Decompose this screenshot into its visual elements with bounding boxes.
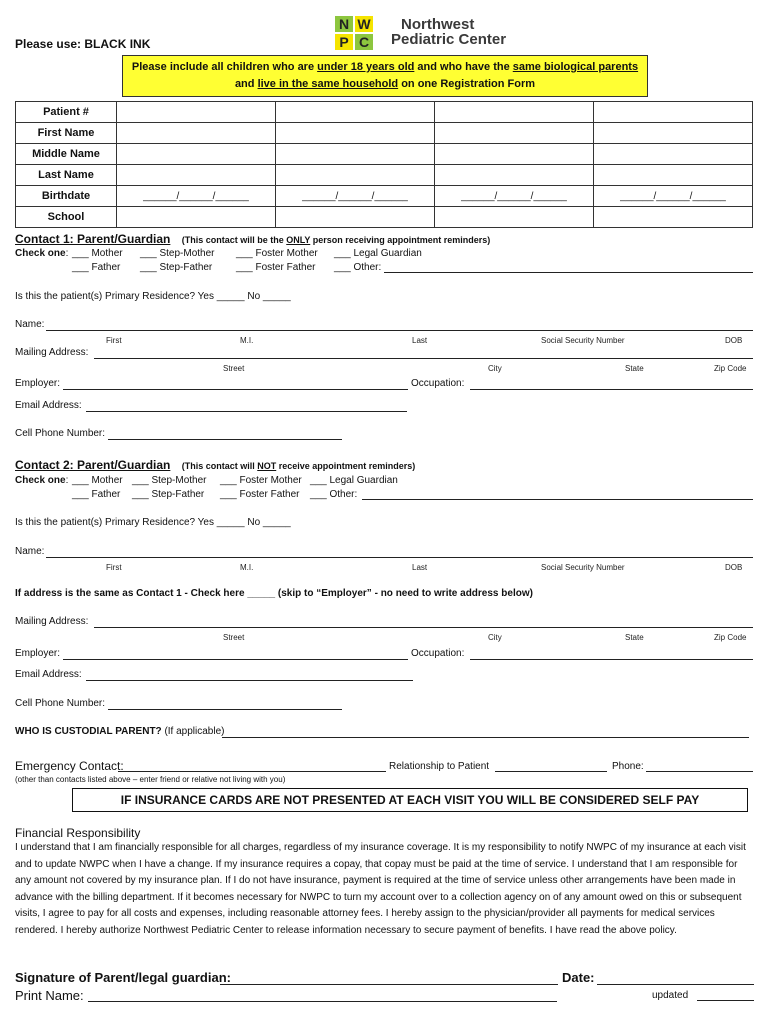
registration-notice: Please include all children who are under 18 years old and who have the same biological parents and live in the same household on one Registration Form [122, 55, 648, 97]
financial-text: I understand that I am financially responsible for all charges, regardless of my insurance coverage. It is my responsibility to notify NWPC of my insurance at each visit and to update NWPC when I have a change. If my insurance requires a copay, that copay must be paid at the time of service. I understand that I am responsible for any amount not covered by my insurance plan. If I do not have insurance, payment is required at the time of service unless other arrangements have been made in advance with the billing department. If it becomes necessary for NWPC to turn my account over to a collection agency on of any amount owed on this or subsequent visits, I agree to pay for all costs and expenses, including reasonable attorney fees. I hereby assign to the physician/provider all payments for medical services rendered. I hereby authorize Northwest Pediatric Center to release information necessary to secure payment of benefits. I have read the above policy. [15, 842, 746, 936]
nwpc-logo [333, 16, 523, 50]
updated-line [697, 1000, 754, 1001]
contact2-email-line[interactable] [86, 680, 413, 681]
contact2-rel-other[interactable]: ___ Other: [310, 489, 358, 500]
contact1-employer-line[interactable] [63, 389, 408, 390]
contact2-same-address[interactable]: If address is the same as Contact 1 - Check here _____ (skip to “Employer” - no need to write address below) [15, 588, 533, 599]
patient-row-label: School [16, 207, 117, 228]
cap2-first: First [106, 563, 122, 572]
contact1-occupation-label: Occupation: [411, 378, 465, 389]
svg-text:W: W [357, 16, 371, 32]
cap2-mi: M.I. [240, 563, 254, 572]
org-name-line2: Pediatric Center [391, 31, 507, 48]
patient-row-label: Patient # [16, 102, 117, 123]
emergency-note: (other than contacts listed above – enter friend or relative not living with you) [15, 775, 286, 784]
org-name-line1: Northwest [401, 16, 475, 33]
cap-first: First [106, 336, 122, 345]
emergency-label: Emergency Contact: [15, 759, 124, 773]
contact2-name-label: Name: [15, 546, 45, 557]
patient-cell[interactable] [594, 123, 753, 144]
contact1-cell-label: Cell Phone Number: [15, 428, 106, 439]
patient-cell[interactable] [435, 207, 594, 228]
custodial-line[interactable] [222, 737, 749, 738]
patient-row [16, 102, 753, 123]
contact1-rel-stepfather[interactable]: ___ Step-Father [140, 262, 213, 273]
contact2-rel-fostermother[interactable]: ___ Foster Mother [220, 475, 302, 486]
contact2-rel-father[interactable]: ___ Father [72, 489, 121, 500]
patient-cell[interactable] [435, 144, 594, 165]
patient-cell[interactable] [276, 102, 435, 123]
signature-line[interactable] [220, 984, 558, 985]
contact2-title: Contact 2: Parent/Guardian [15, 458, 171, 472]
contact1-residence[interactable]: Is this the patient(s) Primary Residence? Yes _____ No _____ [15, 291, 291, 302]
contact2-rel-stepfather[interactable]: ___ Step-Father [132, 489, 205, 500]
contact2-section: Contact 2: Parent/Guardian (This contact will NOT receive appointment reminders) [15, 458, 416, 472]
patient-cell[interactable] [276, 123, 435, 144]
cap-last: Last [412, 336, 428, 345]
cap-city: City [488, 364, 502, 373]
cap2-zip: Zip Code [714, 633, 747, 642]
cap-street: Street [223, 364, 245, 373]
print-name-label: Print Name: [15, 988, 84, 1003]
patient-cell[interactable] [594, 144, 753, 165]
patient-row [16, 144, 753, 165]
patient-cell[interactable]: ______/______/______ [276, 186, 435, 207]
contact1-rel-other[interactable]: ___ Other: [334, 262, 382, 273]
signature-label: Signature of Parent/legal guardian: [15, 970, 231, 985]
contact2-mailing-label: Mailing Address: [15, 616, 89, 627]
contact2-employer-label: Employer: [15, 648, 61, 659]
cap-dob: DOB [725, 336, 743, 345]
patient-cell[interactable] [594, 102, 753, 123]
patient-row [16, 186, 753, 207]
cap-state: State [625, 364, 644, 373]
contact2-cell-line[interactable] [108, 709, 342, 710]
contact1-rel-fosterfather[interactable]: ___ Foster Father [236, 262, 316, 273]
patient-cell[interactable] [117, 144, 276, 165]
cap2-dob: DOB [725, 563, 743, 572]
cap2-street: Street [223, 633, 245, 642]
contact1-rel-guardian[interactable]: ___ Legal Guardian [334, 248, 422, 259]
patient-cell[interactable] [117, 123, 276, 144]
patient-cell[interactable]: ______/______/______ [117, 186, 276, 207]
financial-title: Financial Responsibility [15, 826, 141, 840]
contact1-cell-line[interactable] [108, 439, 342, 440]
contact1-name-line[interactable] [46, 330, 753, 331]
contact1-occupation-line[interactable] [470, 389, 753, 390]
patient-cell[interactable] [117, 102, 276, 123]
cap2-city: City [488, 633, 502, 642]
contact1-email-line[interactable] [86, 411, 407, 412]
contact1-name-label: Name: [15, 319, 45, 330]
patient-row [16, 123, 753, 144]
svg-text:C: C [358, 34, 370, 50]
patient-cell[interactable]: ______/______/______ [594, 186, 753, 207]
contact1-mailing-line[interactable] [94, 358, 753, 359]
patient-cell[interactable] [117, 207, 276, 228]
svg-text:P: P [339, 34, 349, 50]
contact1-email-label: Email Address: [15, 400, 82, 411]
patient-cell[interactable] [594, 207, 753, 228]
cap-mi: M.I. [240, 336, 254, 345]
contact1-rel-stepmother[interactable]: ___ Step-Mother [140, 248, 215, 259]
updated-label: updated [652, 990, 689, 1001]
patient-cell[interactable] [276, 165, 435, 186]
contact2-employer-line[interactable] [63, 659, 408, 660]
contact2-mailing-line[interactable] [94, 627, 753, 628]
patient-row-label: First Name [16, 123, 117, 144]
cap2-state: State [625, 633, 644, 642]
emergency-name-line[interactable] [118, 771, 386, 772]
contact2-occupation-label: Occupation: [411, 648, 465, 659]
patient-cell[interactable] [435, 165, 594, 186]
cap2-last: Last [412, 563, 428, 572]
contact1-employer-label: Employer: [15, 378, 61, 389]
contact1-rel-fostermother[interactable]: ___ Foster Mother [236, 248, 318, 259]
date-line[interactable] [597, 984, 754, 985]
contact2-other-line[interactable] [362, 499, 753, 500]
contact1-rel-mother[interactable]: ___ Mother [72, 248, 123, 259]
patient-row-label: Middle Name [16, 144, 117, 165]
contact2-residence[interactable]: Is this the patient(s) Primary Residence? Yes _____ No _____ [15, 517, 291, 528]
print-name-line[interactable] [88, 1001, 557, 1002]
contact1-rel-father[interactable]: ___ Father [72, 262, 121, 273]
cap2-ssn: Social Security Number [541, 563, 625, 572]
patient-cell[interactable] [594, 165, 753, 186]
emergency-phone-label: Phone: [612, 761, 644, 772]
patient-cell[interactable] [117, 165, 276, 186]
contact2-rel-fosterfather[interactable]: ___ Foster Father [220, 489, 300, 500]
contact2-name-line[interactable] [46, 557, 753, 558]
contact2-rel-guardian[interactable]: ___ Legal Guardian [310, 475, 398, 486]
patient-table [15, 101, 753, 228]
contact2-occupation-line[interactable] [470, 659, 753, 660]
patient-row-label: Last Name [16, 165, 117, 186]
patient-cell[interactable] [435, 102, 594, 123]
contact2-rel-stepmother[interactable]: ___ Step-Mother [132, 475, 207, 486]
patient-row-label: Birthdate [16, 186, 117, 207]
patient-cell[interactable] [276, 144, 435, 165]
emergency-relationship-line[interactable] [495, 771, 607, 772]
contact1-check-one: Check one: [15, 248, 69, 259]
contact1-title: Contact 1: Parent/Guardian [15, 232, 171, 246]
contact2-email-label: Email Address: [15, 669, 82, 680]
patient-cell[interactable] [276, 207, 435, 228]
patient-row [16, 165, 753, 186]
cap-ssn: Social Security Number [541, 336, 625, 345]
contact2-rel-mother[interactable]: ___ Mother [72, 475, 123, 486]
patient-row [16, 207, 753, 228]
self-pay-banner: IF INSURANCE CARDS ARE NOT PRESENTED AT EACH VISIT YOU WILL BE CONSIDERED SELF PAY [72, 788, 748, 812]
contact2-cell-label: Cell Phone Number: [15, 698, 106, 709]
emergency-phone-line[interactable] [646, 771, 753, 772]
contact1-mailing-label: Mailing Address: [15, 347, 89, 358]
cap-zip: Zip Code [714, 364, 747, 373]
emergency-relationship-label: Relationship to Patient [389, 761, 490, 772]
custodial-label: WHO IS CUSTODIAL PARENT? (If applicable) [15, 726, 225, 737]
contact2-check-one: Check one: [15, 475, 69, 486]
svg-text:N: N [338, 16, 350, 32]
date-label: Date: [562, 970, 595, 985]
ink-note: Please use: BLACK INK [15, 37, 151, 51]
contact1-section: Contact 1: Parent/Guardian (This contact will be the ONLY person receiving appointment reminders) [15, 232, 491, 246]
logo-mark-icon [333, 16, 377, 50]
patient-cell[interactable] [435, 123, 594, 144]
contact1-other-line[interactable] [384, 272, 753, 273]
patient-cell[interactable]: ______/______/______ [435, 186, 594, 207]
